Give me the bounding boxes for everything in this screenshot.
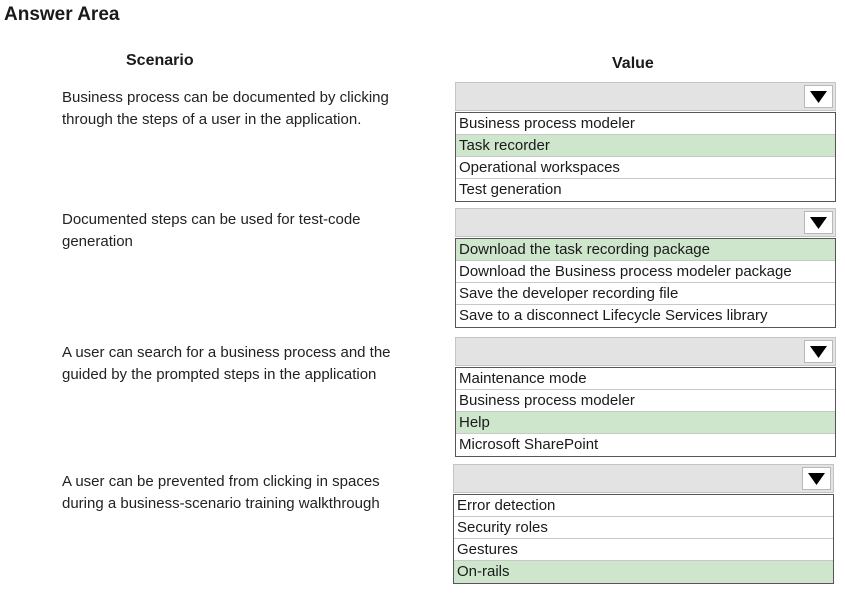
- options-list-2: [455, 238, 836, 328]
- dropdown-arrow-button[interactable]: [802, 467, 831, 490]
- option-item[interactable]: Save the developer recording file: [456, 283, 835, 305]
- answer-area-title: Answer Area: [4, 4, 120, 25]
- option-item[interactable]: Security roles: [454, 517, 833, 539]
- triangle-down-icon: [808, 473, 825, 485]
- options-list-1: [455, 112, 836, 202]
- value-dropdown-2[interactable]: [455, 208, 836, 237]
- dropdown-arrow-button[interactable]: [804, 340, 833, 363]
- option-item[interactable]: Microsoft SharePoint: [459, 436, 599, 453]
- option-item-selected[interactable]: On-rails: [454, 561, 833, 583]
- option-item[interactable]: Business process modeler: [456, 390, 835, 412]
- dropdown-arrow-button[interactable]: [804, 211, 833, 234]
- scenario-line: Business process can be documented by clicking: [62, 89, 389, 106]
- option-item[interactable]: Maintenance mode: [456, 368, 835, 390]
- value-dropdown-3[interactable]: [455, 337, 836, 366]
- option-item-selected[interactable]: Download the task recording package: [456, 239, 835, 261]
- scenario-column-header: Scenario: [126, 52, 194, 69]
- triangle-down-icon: [810, 217, 827, 229]
- option-item[interactable]: Error detection: [454, 495, 833, 517]
- triangle-down-icon: [810, 346, 827, 358]
- scenario-line: A user can search for a business process and the: [62, 344, 391, 361]
- scenario-line: Documented steps can be used for test-code: [62, 211, 361, 228]
- option-item[interactable]: Download the Business process modeler package: [456, 261, 835, 283]
- option-item[interactable]: Business process modeler: [456, 113, 835, 135]
- dropdown-arrow-button[interactable]: [804, 85, 833, 108]
- option-item-selected[interactable]: Help: [456, 412, 835, 434]
- options-list-4: [453, 494, 834, 584]
- option-item[interactable]: Operational workspaces: [456, 157, 835, 179]
- option-item[interactable]: Test generation: [459, 181, 562, 198]
- scenario-text-2: [62, 209, 422, 253]
- scenario-line: during a business-scenario training walkthrough: [62, 495, 380, 512]
- scenario-line: guided by the prompted steps in the application: [62, 366, 377, 383]
- options-list-3: [455, 367, 836, 457]
- option-item[interactable]: Gestures: [454, 539, 833, 561]
- value-dropdown-4[interactable]: [453, 464, 834, 493]
- scenario-line: through the steps of a user in the application.: [62, 111, 362, 128]
- value-column-header: Value: [612, 55, 654, 72]
- scenario-text-3: [62, 342, 422, 386]
- scenario-text-4: [62, 471, 422, 515]
- triangle-down-icon: [810, 91, 827, 103]
- value-dropdown-1[interactable]: [455, 82, 836, 111]
- option-item-selected[interactable]: Task recorder: [456, 135, 835, 157]
- scenario-line: A user can be prevented from clicking in spaces: [62, 473, 380, 490]
- scenario-line: generation: [62, 233, 133, 250]
- option-item[interactable]: Save to a disconnect Lifecycle Services library: [459, 307, 768, 324]
- scenario-text-1: [62, 87, 422, 131]
